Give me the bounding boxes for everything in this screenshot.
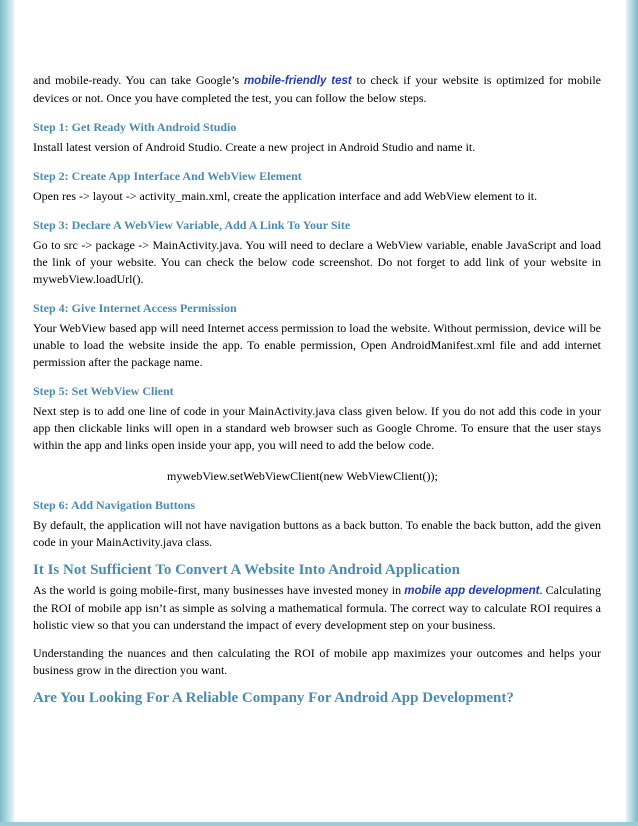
step3-heading: Step 3: Declare A WebView Variable, Add A Link To Your Site	[33, 218, 351, 232]
step4-body: Your WebView based app will need Internet access permission to load the website. Without permission, device will be unable to load the website inside the app. To enable permission, Open AndroidManifest.xml file and add internet permission after the package name.	[33, 321, 601, 369]
roi-text-end: . Calculating the ROI of mobile app isn’t as simple as solving a mathematical formula. The correct way to calculate ROI requires a holistic view so that you can understand the impact of every development step on your business.	[33, 583, 601, 632]
intro-text-end: to check if your website is optimized for mobile devices or not. Once you have completed the test, you can follow the below steps.	[33, 73, 601, 105]
page-border-right	[626, 0, 638, 826]
mobile-app-development-link[interactable]: mobile app development	[404, 585, 540, 597]
page-border-left	[0, 0, 14, 826]
step6-body: By default, the application will not have navigation buttons as a back button. To enable the back button, add the given code in your MainActivity.java class.	[33, 518, 601, 549]
step3-body: Go to src -> package -> MainActivity.java. You will need to declare a WebView variable, enable JavaScript and load the link of your website. You can check the below code screenshot. Do not forget to add link of your website in mywebView.loadUrl().	[33, 238, 601, 286]
nuances-paragraph: Understanding the nuances and then calculating the ROI of mobile app maximizes your outcomes and helps your business grow in the direction you want.	[33, 646, 601, 677]
step5-body: Next step is to add one line of code in your MainActivity.java class given below. If you do not add this code in your app then clickable links will open in a standard web browser such as Google Chrome. To ensure that the user stays within the app and links open inside your app, you will need to add the below code.	[33, 404, 601, 452]
intro-paragraph	[33, 72, 601, 107]
step2-body: Open res -> layout -> activity_main.xml, create the application interface and add WebView element to it.	[33, 189, 538, 203]
step2-heading: Step 2: Create App Interface And WebView Element	[33, 169, 302, 183]
section-heading-looking: Are You Looking For A Reliable Company For Android App Development?	[33, 690, 514, 706]
code-snippet: mywebView.setWebViewClient(new WebViewClient());	[167, 469, 438, 483]
roi-text-start: As the world is going mobile-first, many businesses have invested money in	[33, 583, 405, 597]
roi-paragraph	[33, 582, 601, 634]
page-border-bottom	[0, 822, 638, 826]
step1-body: Install latest version of Android Studio. Create a new project in Android Studio and name it.	[33, 140, 476, 154]
mobile-friendly-test-link[interactable]: mobile-friendly test	[243, 75, 352, 87]
step6-heading: Step 6: Add Navigation Buttons	[33, 498, 196, 512]
document-body	[33, 72, 601, 710]
intro-text-start: and mobile-ready. You can take Google’s	[33, 73, 244, 87]
step4-heading: Step 4: Give Internet Access Permission	[33, 301, 237, 315]
step1-heading: Step 1: Get Ready With Android Studio	[33, 120, 237, 134]
section-heading-not-sufficient: It Is Not Sufficient To Convert A Website Into Android Application	[33, 562, 461, 578]
step5-heading: Step 5: Set WebView Client	[33, 384, 174, 398]
